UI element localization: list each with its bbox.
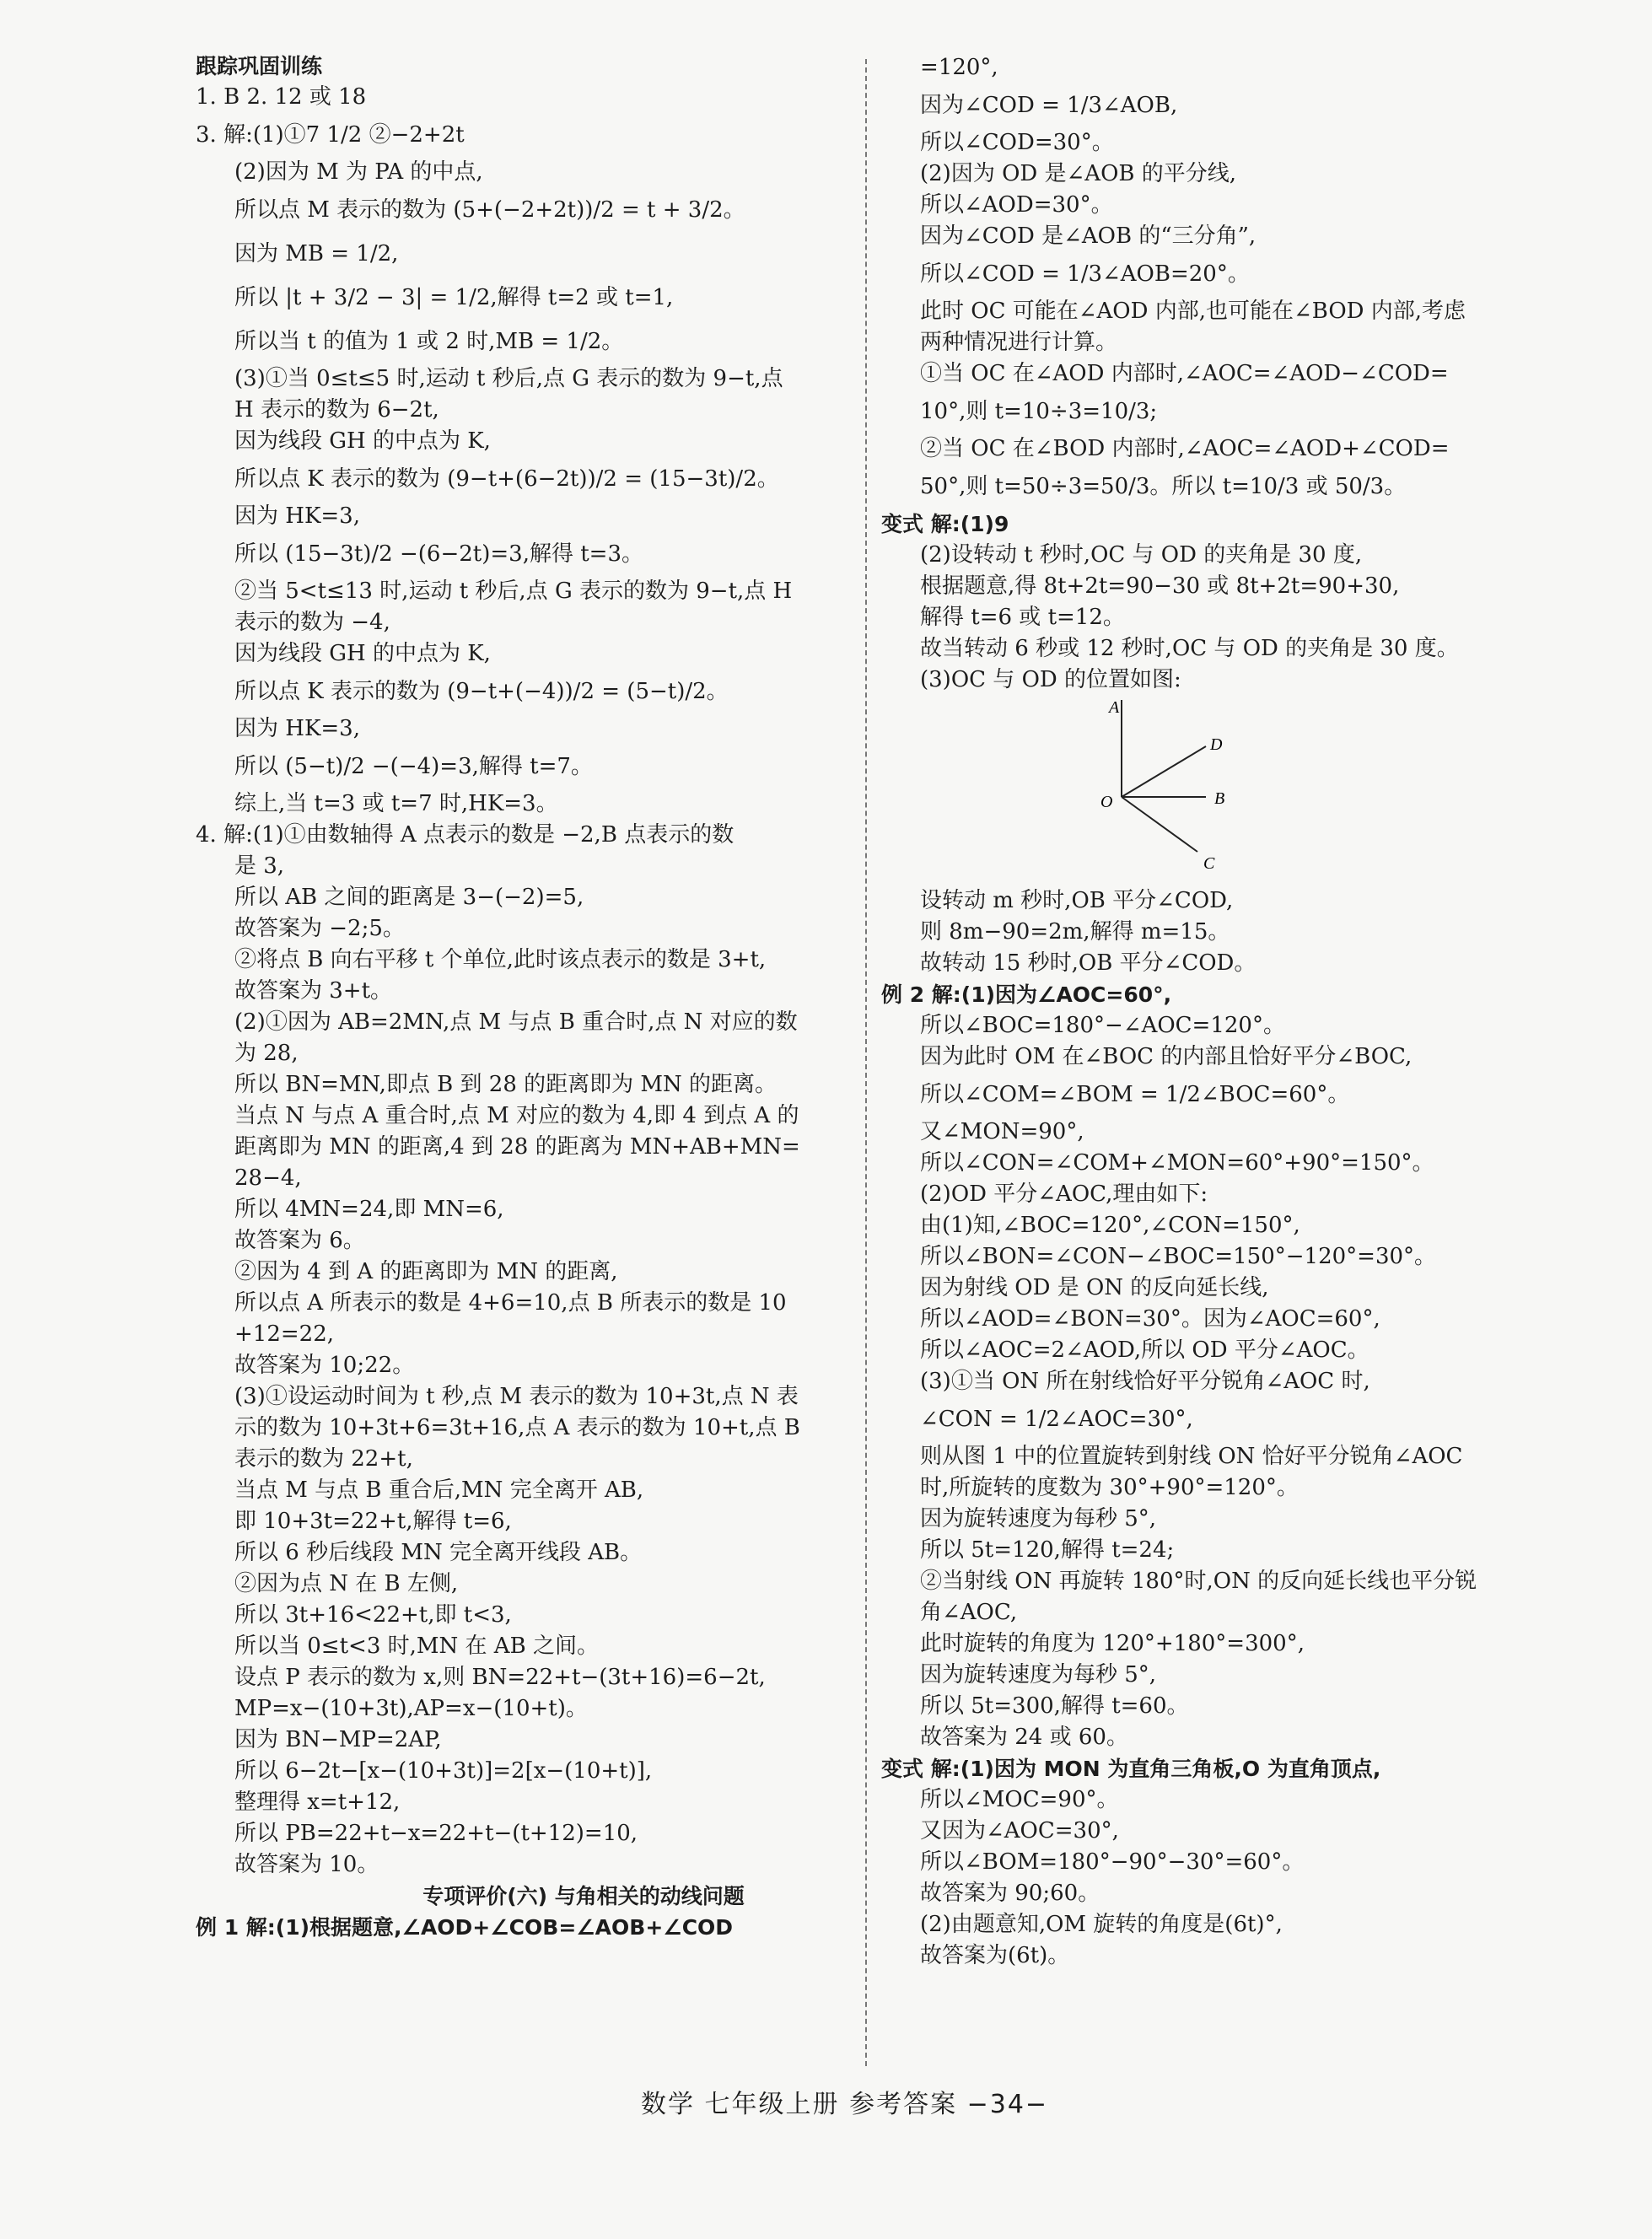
answer-line: 当点 N 与点 A 重合时,点 M 对应的数为 4,即 4 到点 A 的 [234,1103,799,1128]
answer-line: 所以 3t+16<22+t,即 t<3, [234,1602,512,1628]
answer-line: 解得 t=6 或 t=12。 [920,605,1125,630]
answer-line: 因为 MB = 1/2, [234,241,399,266]
right-column-top [881,52,1531,696]
answer-line: 所以∠CON=∠COM+∠MON=60°+90°=150°。 [920,1150,1434,1176]
answer-line: ②当射线 ON 再旋转 180°时,ON 的反向延长线也平分锐 [920,1569,1477,1594]
answer-line: (3)OC 与 OD 的位置如图: [920,667,1181,692]
answer-line: 是 3, [234,853,285,879]
answer-line: 跟踪巩固训练 [196,54,323,78]
answer-line: 1. B 2. 12 或 18 [196,84,367,110]
answer-line: 所以点 M 表示的数为 (5+(−2+2t))/2 = t + 3/2。 [234,197,745,223]
answer-line: 故答案为(6t)。 [920,1943,1070,1968]
answer-line: 所以点 K 表示的数为 (9−t+(6−2t))/2 = (15−3t)/2。 [234,466,779,492]
answer-line: 因为此时 OM 在∠BOC 的内部且恰好平分∠BOC, [920,1044,1413,1069]
answer-line: 所以∠COD=30°。 [920,130,1114,155]
answer-line: 因为 HK=3, [234,716,360,741]
answer-line: 又因为∠AOC=30°, [920,1818,1119,1843]
answer-line: 因为 BN−MP=2AP, [234,1727,442,1752]
answer-line: 50°,则 t=50÷3=50/3。所以 t=10/3 或 50/3。 [920,474,1407,499]
answer-line: 角∠AOC, [920,1600,1018,1625]
ray-od [1122,746,1206,797]
answer-line: 所以∠BOM=180°−90°−30°=60°。 [920,1849,1305,1875]
answer-line: (2)OD 平分∠AOC,理由如下: [920,1181,1208,1207]
answer-line: (2)①因为 AB=2MN,点 M 与点 B 重合时,点 N 对应的数 [234,1009,798,1035]
answer-line: 此时旋转的角度为 120°+180°=300°, [920,1631,1305,1656]
answer-line: 例 2 解:(1)因为∠AOC=60°, [881,982,1172,1007]
answer-line: 10°,则 t=10÷3=10/3; [920,399,1158,424]
answer-line: =120°, [920,55,998,80]
label-o: O [1100,793,1113,811]
answer-line: 所以 |t + 3/2 − 3| = 1/2,解得 t=2 或 t=1, [234,285,674,310]
answer-line: 时,所旋转的度数为 30°+90°=120°。 [920,1475,1299,1500]
answer-line: 表示的数为 −4, [234,610,390,635]
answer-line: 所以 AB 之间的距离是 3−(−2)=5, [234,885,584,910]
answer-line: 此时 OC 可能在∠AOD 内部,也可能在∠BOD 内部,考虑 [920,299,1466,324]
answer-line: 28−4, [234,1165,302,1191]
answer-line: 故转动 15 秒时,OB 平分∠COD。 [920,950,1256,976]
answer-line: ②将点 B 向右平移 t 个单位,此时该点表示的数是 3+t, [234,947,767,972]
answer-line: 故答案为 6。 [234,1228,365,1253]
answer-line: 则从图 1 中的位置旋转到射线 ON 恰好平分锐角∠AOC [920,1444,1463,1469]
answer-line: 例 1 解:(1)根据题意,∠AOD+∠COB=∠AOB+∠COD [196,1915,734,1940]
answer-line: (2)由题意知,OM 旋转的角度是(6t)°, [920,1912,1283,1937]
label-a: A [1109,698,1120,717]
answer-line: 所以 4MN=24,即 MN=6, [234,1197,504,1222]
column-divider [865,59,867,2066]
answer-line: (3)①当 0≤t≤5 时,运动 t 秒后,点 G 表示的数为 9−t,点 [234,366,783,391]
answer-line: (2)因为 M 为 PA 的中点, [234,159,483,185]
answer-line: 设点 P 表示的数为 x,则 BN=22+t−(3t+16)=6−2t, [234,1665,766,1690]
answer-line: 所以 BN=MN,即点 B 到 28 的距离即为 MN 的距离。 [234,1072,778,1097]
answer-line: 所以点 K 表示的数为 (9−t+(−4))/2 = (5−t)/2。 [234,679,729,704]
answer-line: 所以 5t=300,解得 t=60。 [920,1693,1189,1719]
answer-line: 故答案为 10。 [234,1852,379,1877]
answer-line: 表示的数为 22+t, [234,1446,413,1472]
answer-line: (3)①设运动时间为 t 秒,点 M 表示的数为 10+3t,点 N 表 [234,1384,799,1409]
answer-line: 所以∠BOC=180°−∠AOC=120°。 [920,1013,1285,1038]
answer-line: MP=x−(10+3t),AP=x−(10+t)。 [234,1696,588,1721]
answer-line: 即 10+3t=22+t,解得 t=6, [234,1509,512,1534]
answer-line: 则 8m−90=2m,解得 m=15。 [920,919,1230,945]
answer-line: 所以 PB=22+t−x=22+t−(t+12)=10, [234,1821,638,1846]
answer-line: 故答案为 10;22。 [234,1353,415,1378]
answer-line: 由(1)知,∠BOC=120°,∠CON=150°, [920,1213,1300,1238]
answer-line: 当点 M 与点 B 重合后,MN 完全离开 AB, [234,1477,644,1503]
answer-line: 4. 解:(1)①由数轴得 A 点表示的数是 −2,B 点表示的数 [196,822,735,848]
answer-line: 示的数为 10+3t+6=3t+16,点 A 表示的数为 10+t,点 B [234,1415,800,1440]
answer-line: ①当 OC 在∠AOD 内部时,∠AOC=∠AOD−∠COD= [920,361,1449,386]
ray-oc [1122,797,1197,852]
answer-line: 因为旋转速度为每秒 5°, [920,1506,1157,1531]
answer-line: 故答案为 90;60。 [920,1881,1100,1906]
answer-line: 所以∠COM=∠BOM = 1/2∠BOC=60°。 [920,1082,1350,1107]
answer-line: 整理得 x=t+12, [234,1790,401,1815]
left-column [196,51,853,1943]
answer-line: 为 28, [234,1041,299,1066]
right-column [881,52,1531,1972]
answer-line: 综上,当 t=3 或 t=7 时,HK=3。 [234,791,558,816]
answer-line: 所以 (5−t)/2 −(−4)=3,解得 t=7。 [234,754,593,779]
answer-line: 所以 6 秒后线段 MN 完全离开线段 AB。 [234,1540,643,1565]
answer-line: 故答案为 24 或 60。 [920,1725,1128,1750]
answer-line: 所以∠BON=∠CON−∠BOC=150°−120°=30°。 [920,1244,1437,1269]
answer-line: 距离即为 MN 的距离,4 到 28 的距离为 MN+AB+MN= [234,1134,800,1160]
answer-line: ②因为 4 到 A 的距离即为 MN 的距离, [234,1259,618,1284]
answer-line: 所以∠MOC=90°。 [920,1787,1119,1812]
answer-line: ②当 OC 在∠BOD 内部时,∠AOC=∠AOD+∠COD= [920,436,1450,461]
page-footer: 数学 七年级上册 参考答案 −34− [641,2090,1049,2119]
label-c: C [1203,854,1215,873]
answer-line: 3. 解:(1)①7 1/2 ②−2+2t [196,122,465,148]
right-column-bottom [881,885,1531,1972]
answer-line: (2)因为 OD 是∠AOB 的平分线, [920,161,1237,186]
answer-line: 又∠MON=90°, [920,1119,1084,1144]
label-b: B [1214,789,1225,808]
answer-line: 专项评价(六) 与角相关的动线问题 [422,1884,745,1908]
answer-line: +12=22, [234,1321,335,1347]
answer-line: 所以∠AOD=∠BON=30°。因为∠AOC=60°, [920,1306,1380,1332]
answer-line: H 表示的数为 6−2t, [234,397,439,423]
answer-line: 所以当 0≤t<3 时,MN 在 AB 之间。 [234,1634,599,1659]
answer-line: 变式 解:(1)因为 MON 为直角三角板,O 为直角顶点, [881,1757,1381,1781]
answer-line: (3)①当 ON 所在射线恰好平分锐角∠AOC 时, [920,1369,1370,1394]
answer-line: 所以 (15−3t)/2 −(6−2t)=3,解得 t=3。 [234,541,643,567]
answer-line: 所以∠COD = 1/3∠AOB=20°。 [920,261,1250,287]
answer-line: 因为旋转速度为每秒 5°, [920,1662,1157,1687]
angle-diagram [1084,696,1303,885]
answer-line: 所以 5t=120,解得 t=24; [920,1537,1175,1563]
answer-line: 所以 6−2t−[x−(10+3t)]=2[x−(10+t)], [234,1758,653,1784]
answer-line: 所以点 A 所表示的数是 4+6=10,点 B 所表示的数是 10 [234,1290,787,1316]
answer-line: 故答案为 3+t。 [234,978,393,1004]
answer-line: 变式 解:(1)9 [881,512,1009,536]
answer-line: 故当转动 6 秒或 12 秒时,OC 与 OD 的夹角是 30 度。 [920,636,1459,661]
answer-line: ∠CON = 1/2∠AOC=30°, [920,1407,1193,1432]
answer-line: 因为线段 GH 的中点为 K, [234,641,491,666]
angle-figure [1084,696,1303,885]
answer-line: 因为 HK=3, [234,503,360,529]
answer-line: ②当 5<t≤13 时,运动 t 秒后,点 G 表示的数为 9−t,点 H [234,579,793,604]
answer-line: 故答案为 −2;5。 [234,916,405,941]
answer-line: (2)设转动 t 秒时,OC 与 OD 的夹角是 30 度, [920,542,1363,568]
answer-line: 所以∠AOD=30°。 [920,192,1113,218]
answer-line: 设转动 m 秒时,OB 平分∠COD, [920,888,1234,913]
answer-line: 所以当 t 的值为 1 或 2 时,MB = 1/2。 [234,329,624,354]
answer-line: 因为射线 OD 是 ON 的反向延长线, [920,1275,1269,1300]
label-d: D [1210,735,1223,754]
answer-line: 因为∠COD = 1/3∠AOB, [920,93,1178,118]
answer-line: 所以∠AOC=2∠AOD,所以 OD 平分∠AOC。 [920,1337,1369,1363]
answer-line: 根据题意,得 8t+2t=90−30 或 8t+2t=90+30, [920,573,1400,599]
answer-line: ②因为点 N 在 B 左侧, [234,1571,459,1596]
answer-line: 两种情况进行计算。 [920,330,1118,355]
answer-line: 因为∠COD 是∠AOB 的“三分角”, [920,223,1256,249]
answer-line: 因为线段 GH 的中点为 K, [234,428,491,454]
